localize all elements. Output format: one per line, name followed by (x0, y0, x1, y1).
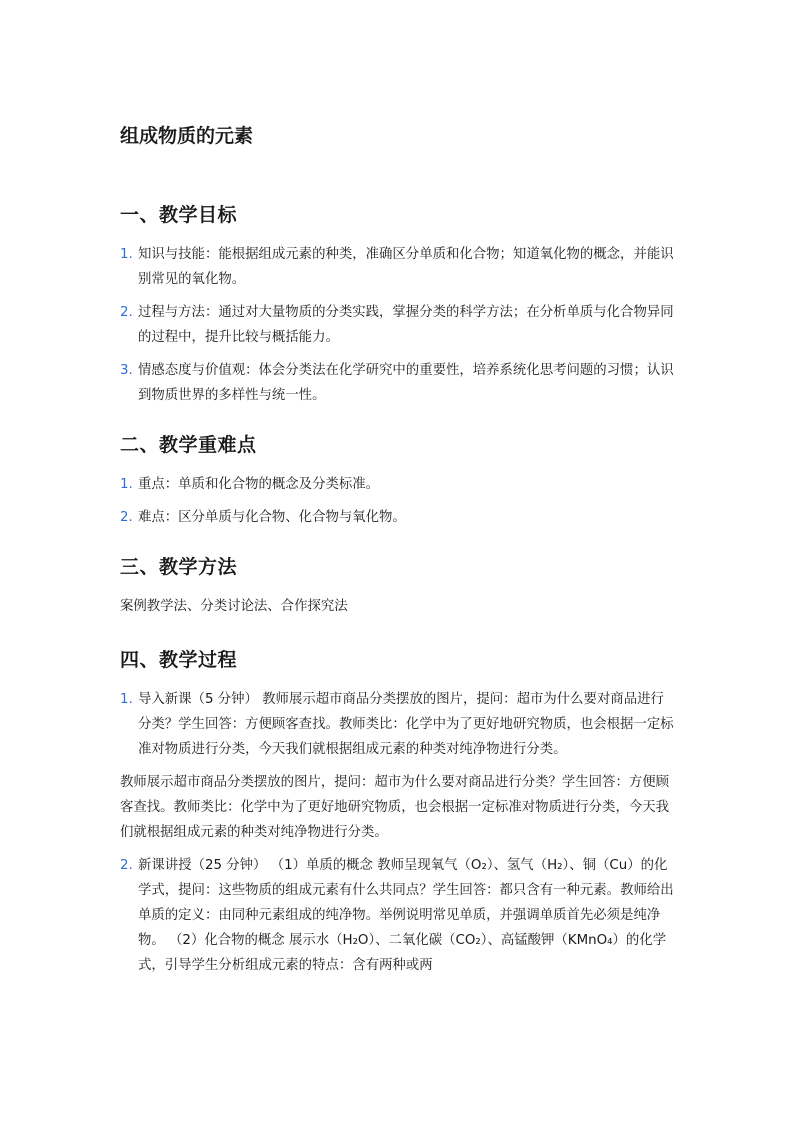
section-key-difficult-points (120, 430, 676, 530)
section-teaching-methods (120, 552, 676, 619)
list-item (120, 687, 676, 762)
process-list-continued (120, 853, 676, 978)
list-number: 2. (120, 305, 133, 320)
list-item (120, 358, 676, 408)
list-item-text: 情感态度与价值观：体会分类法在化学研究中的重要性，培养系统化思考问题的习惯；认识到物质世界的多样性与统一性。 (138, 363, 674, 403)
document-content (120, 118, 676, 1000)
section-heading: 三、教学方法 (120, 556, 238, 578)
list-item-text: 导入新课（5 分钟） 教师展示超市商品分类摆放的图片，提问：超市为什么要对商品进行分类？学生回答：方便顾客查找。教师类比：化学中为了更好地研究物质，也会根据一定标准对物质进行分类，今天我们就根据组成元素的种类对纯净物进行分类。 (138, 692, 674, 757)
list-item (120, 472, 676, 497)
list-item-text: 知识与技能：能根据组成元素的种类，准确区分单质和化合物；知道氧化物的概念，并能识别常见的氧化物。 (138, 247, 674, 287)
objectives-list (120, 242, 676, 408)
list-item-text: 难点：区分单质与化合物、化合物与氧化物。 (138, 510, 406, 525)
section-teaching-objectives (120, 200, 676, 408)
list-item-text: 新课讲授（25 分钟） （1）单质的概念 教师呈现氧气（O₂）、氢气（H₂）、铜（Cu）的化学式，提问：这些物质的组成元素有什么共同点？学生回答：都只含有一种元素。教师给出单质的定义：由同种元素组成的纯净物。举例说明常见单质，并强调单质首先必须是纯净物。 （2）化合物的概念 展示水（H₂O）、二氧化碳（CO₂）、高锰酸钾（KMnO₄）的化学式，引导学生分析组成元素的特点：含有两种或两 (138, 858, 674, 973)
list-item-text: 重点：单质和化合物的概念及分类标准。 (138, 477, 380, 492)
process-paragraph: 教师展示超市商品分类摆放的图片，提问：超市为什么要对商品进行分类？学生回答：方便顾客查找。教师类比：化学中为了更好地研究物质，也会根据一定标准对物质进行分类，今天我们就根据组成元素的种类对纯净物进行分类。 (120, 775, 670, 840)
list-item (120, 853, 676, 978)
methods-paragraph: 案例教学法、分类讨论法、合作探究法 (120, 599, 348, 614)
list-number: 2. (120, 858, 133, 873)
list-item (120, 505, 676, 530)
document-title: 组成物质的元素 (120, 125, 254, 147)
list-number: 1. (120, 692, 133, 707)
key-points-list (120, 472, 676, 530)
section-heading: 二、教学重难点 (120, 434, 257, 456)
list-number: 1. (120, 247, 133, 262)
list-item-text: 过程与方法：通过对大量物质的分类实践，掌握分类的科学方法；在分析单质与化合物异同的过程中，提升比较与概括能力。 (138, 305, 674, 345)
list-number: 2. (120, 510, 133, 525)
section-heading: 一、教学目标 (120, 204, 238, 226)
section-heading: 四、教学过程 (120, 649, 238, 671)
list-number: 3. (120, 363, 133, 378)
process-list (120, 687, 676, 762)
list-number: 1. (120, 477, 133, 492)
section-teaching-process (120, 645, 676, 978)
list-item (120, 300, 676, 350)
list-item (120, 242, 676, 292)
